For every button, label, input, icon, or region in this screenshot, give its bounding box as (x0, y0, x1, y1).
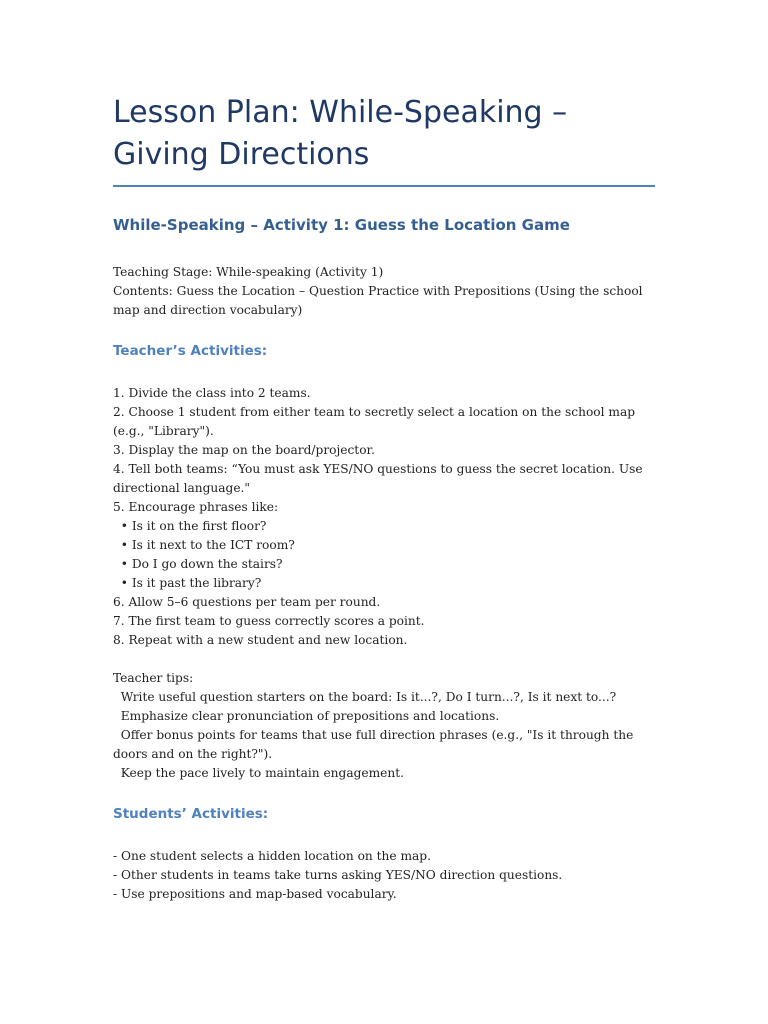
page-title: Lesson Plan: While-Speaking – Giving Directions (113, 95, 568, 172)
tip-item: Emphasize clear pronunciation of prepositions and locations. (113, 709, 500, 723)
title-underline (113, 185, 655, 187)
student-steps-list (113, 847, 658, 904)
list-item: 3. Display the map on the board/projector. (113, 443, 375, 457)
list-item: • Do I go down the stairs? (113, 557, 283, 571)
list-item: 4. Tell both teams: “You must ask YES/NO questions to guess the secret location. Use directional language." (113, 462, 647, 495)
list-item: 1. Divide the class into 2 teams. (113, 386, 311, 400)
list-item: - One student selects a hidden location on the map. (113, 849, 431, 863)
activity-heading: While-Speaking – Activity 1: Guess the Location Game (113, 216, 570, 234)
list-item: 2. Choose 1 student from either team to secretly select a location on the school map (e.g., "Library"). (113, 405, 639, 438)
list-item: 6. Allow 5–6 questions per team per round. (113, 595, 381, 609)
list-item: • Is it next to the ICT room? (113, 538, 295, 552)
intro-paragraph (113, 263, 658, 320)
students-activities-heading: Students’ Activities: (113, 806, 269, 822)
list-item: 5. Encourage phrases like: (113, 500, 279, 514)
tip-item: Keep the pace lively to maintain engagement. (113, 766, 404, 780)
tip-item: Write useful question starters on the board: Is it...?, Do I turn...?, Is it next to...? (113, 690, 617, 704)
list-item: - Use prepositions and map-based vocabulary. (113, 887, 397, 901)
list-item: • Is it past the library? (113, 576, 262, 590)
contents-line: Contents: Guess the Location – Question Practice with Prepositions (Using the school map and direction vocabulary) (113, 284, 647, 317)
teacher-steps-list (113, 384, 658, 650)
list-item: 7. The first team to guess correctly scores a point. (113, 614, 425, 628)
teaching-stage-line: Teaching Stage: While-speaking (Activity 1) (113, 265, 384, 279)
tip-item: Offer bonus points for teams that use full direction phrases (e.g., "Is it through the doors and on the right?"). (113, 728, 638, 761)
teacher-activities-heading: Teacher’s Activities: (113, 343, 268, 359)
tips-label: Teacher tips: (113, 671, 194, 685)
list-item: 8. Repeat with a new student and new location. (113, 633, 408, 647)
list-item: • Is it on the first floor? (113, 519, 267, 533)
teacher-tips (113, 669, 658, 783)
list-item: - Other students in teams take turns asking YES/NO direction questions. (113, 868, 563, 882)
